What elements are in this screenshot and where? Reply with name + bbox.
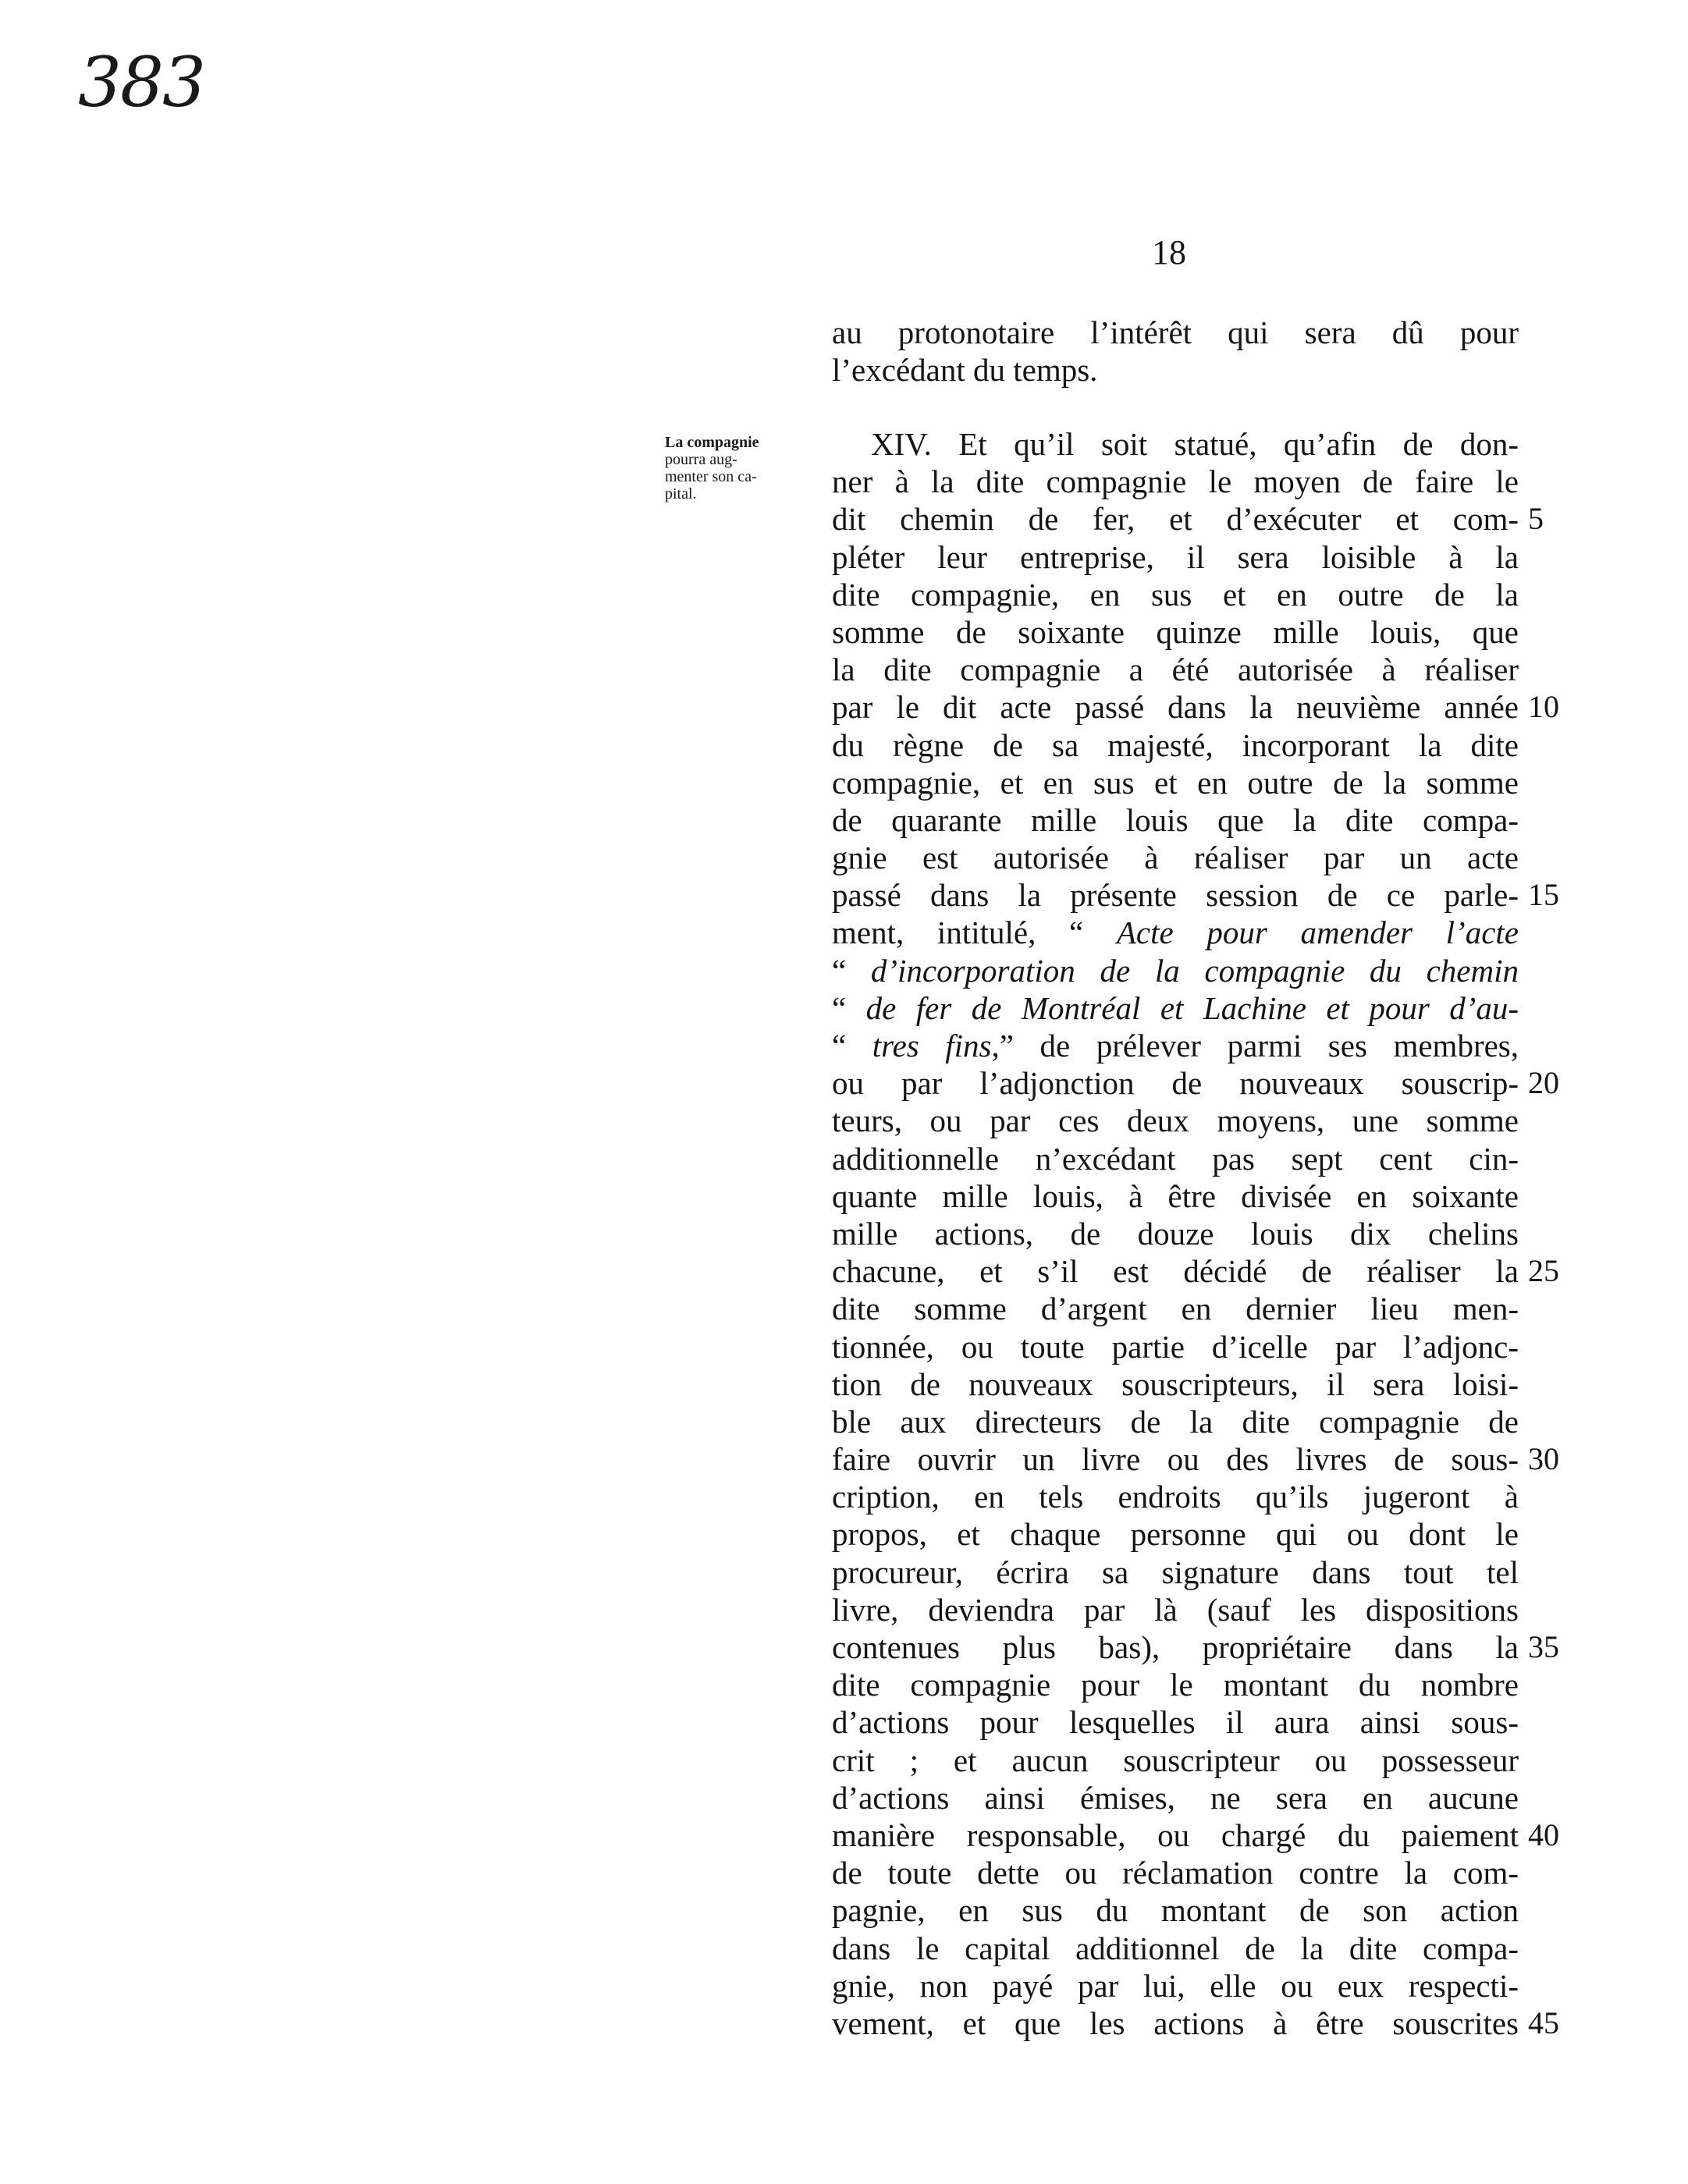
line-number: 5 [1528,501,1544,537]
text-line: la dite compagnie a été autorisée à réaliser [832,652,1519,688]
text-line: propos, et chaque personne qui ou dont le [832,1516,1519,1553]
margin-note-line: menter son ca- [665,468,757,485]
text-line: du règne de sa majesté, incorporant la dite [832,726,1519,763]
text-line: passé dans la présente session de ce parle- [832,877,1519,914]
text-line: tion de nouveaux souscripteurs, il sera loisi- [832,1365,1519,1402]
text-line: mille actions, de douze louis dix chelins [832,1215,1519,1252]
line-number: 20 [1528,1065,1559,1101]
line-number: 35 [1528,1629,1559,1665]
text-line: “ d’incorporation de la compagnie du chemin [832,952,1519,989]
line-numbers-column [1528,425,1590,2126]
page-number: 18 [1152,233,1186,272]
text-line: pagnie, en sus du montant de son action [832,1892,1519,1929]
text-line: chacune, et s’il est décidé de réaliser la [832,1253,1519,1290]
line-number: 25 [1528,1253,1559,1289]
text-line: crit ; et aucun souscripteur ou possesseur [832,1742,1519,1778]
line-number: 30 [1528,1441,1559,1477]
text-line: dite somme d’argent en dernier lieu men- [832,1291,1519,1327]
margin-note-line: La compagnie [665,434,759,451]
margin-note [665,434,837,502]
text-line: gnie, non payé par lui, elle ou eux respecti- [832,1967,1519,2004]
text-line: cription, en tels endroits qu’ils jugeront à [832,1479,1519,1515]
text-line: au protonotaire l’intérêt qui sera dû pour [832,314,1519,350]
text-line: dans le capital additionnel de la dite compa- [832,1930,1519,1966]
margin-note-line: pital. [665,485,697,502]
text-line: compagnie, et en sus et en outre de la somme [832,764,1519,801]
text-line: dite compagnie pour le montant du nombre [832,1667,1519,1703]
text-line: tionnée, ou toute partie d’icelle par l’adjonc- [832,1328,1519,1365]
text-line: additionnelle n’excédant pas sept cent cin- [832,1140,1519,1177]
text-line: dite compagnie, en sus et en outre de la [832,576,1519,613]
text-line: quante mille louis, à être divisée en soixante [832,1177,1519,1214]
text-line: ner à la dite compagnie le moyen de faire le [832,463,1519,500]
text-line: ment, intitulé, “ Acte pour amender l’acte [832,914,1519,951]
text-line: vement, et que les actions à être souscrites [832,2005,1519,2041]
text-line: procureur, écrira sa signature dans tout tel [832,1554,1519,1590]
text-line: ou par l’adjonction de nouveaux souscrip- [832,1065,1519,1102]
text-line: de quarante mille louis que la dite compa- [832,801,1519,838]
text-line: gnie est autorisée à réaliser par un acte [832,840,1519,876]
text-line: ble aux directeurs de la dite compagnie de [832,1403,1519,1440]
text-line: teurs, ou par ces deux moyens, une somme [832,1103,1519,1139]
line-number: 15 [1528,877,1559,913]
text-line: “ tres fins,” de prélever parmi ses membres, [832,1028,1519,1064]
text-line: pléter leur entreprise, il sera loisible à la [832,538,1519,575]
text-line: faire ouvrir un livre ou des livres de sous- [832,1441,1519,1478]
text-line: de toute dette ou réclamation contre la com- [832,1855,1519,1891]
line-number: 40 [1528,1817,1559,1853]
text-line: d’actions ainsi émises, ne sera en aucune [832,1779,1519,1816]
text-line: manière responsable, ou chargé du paiement [832,1816,1519,1853]
intro-paragraph [832,314,1519,389]
text-line: somme de soixante quinze mille louis, que [832,613,1519,650]
text-line: livre, deviendra par là (sauf les dispositions [832,1591,1519,1628]
handwritten-folio-number: 383 [78,42,204,123]
text-line: dit chemin de fer, et d’exécuter et com- [832,501,1519,538]
text-line: “ de fer de Montréal et Lachine et pour d’au- [832,989,1519,1026]
text-line: d’actions pour lesquelles il aura ainsi sous- [832,1704,1519,1741]
line-number: 45 [1528,2005,1559,2041]
line-number: 10 [1528,689,1559,725]
text-line: par le dit acte passé dans la neuvième année [832,689,1519,726]
text-line: XIV. Et qu’il soit statué, qu’afin de don- [871,426,1519,462]
text-line: contenues plus bas), propriétaire dans la [832,1629,1519,1665]
section-xiv-paragraph [832,425,1519,2042]
text-line: l’excédant du temps. [832,352,1098,389]
margin-note-line: pourra aug- [665,451,737,468]
